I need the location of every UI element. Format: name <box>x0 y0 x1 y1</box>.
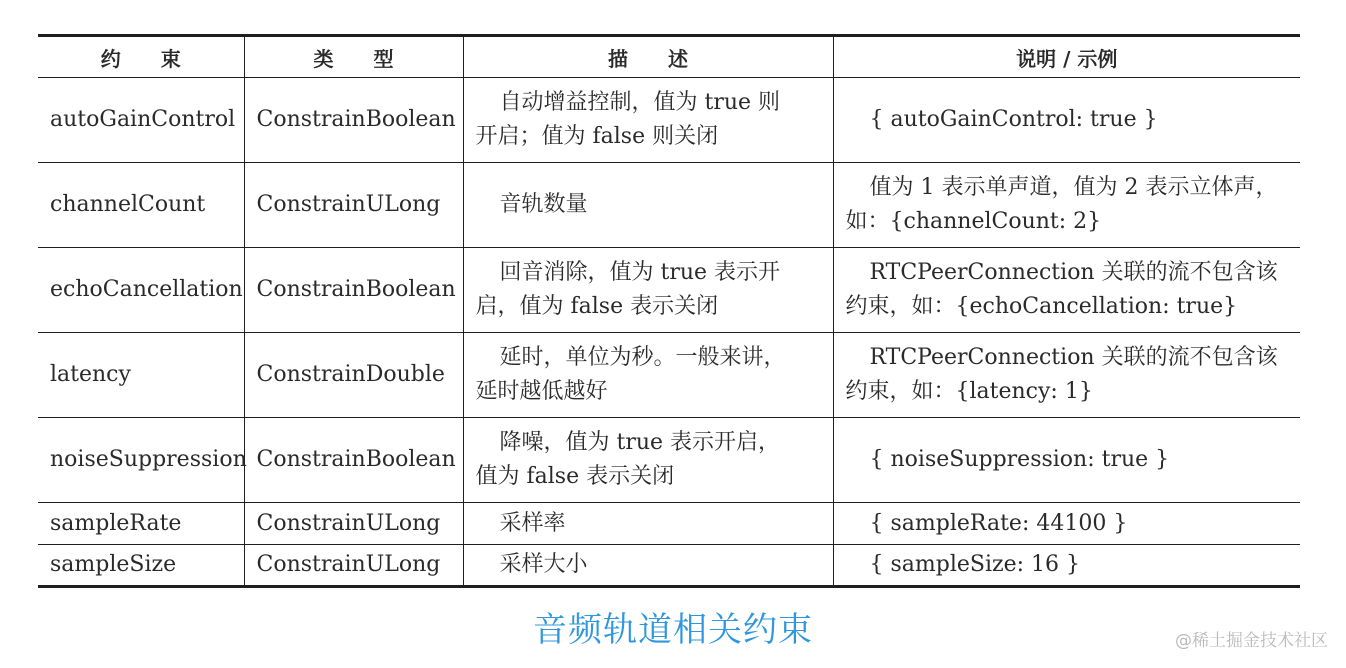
example-line: { autoGainControl: true } <box>869 107 1158 132</box>
description-line: 延时，单位为秒。一般来讲， <box>499 345 786 370</box>
description-line: 音轨数量 <box>499 192 588 217</box>
example-cell <box>833 78 1300 163</box>
table-row <box>38 545 1300 587</box>
header-constraint: 约 束 <box>100 46 181 71</box>
description-cell <box>463 163 833 248</box>
type-cell: ConstrainULong <box>244 545 463 587</box>
constraint-cell: autoGainControl <box>50 107 236 132</box>
example-line: { sampleRate: 44100 } <box>869 510 1128 536</box>
description-cell <box>463 78 833 163</box>
header-description: 描 述 <box>463 36 833 78</box>
constraint-cell: sampleRate <box>50 510 182 536</box>
table-row <box>38 418 1300 503</box>
example-line: { sampleSize: 16 } <box>869 552 1081 577</box>
type-cell: ConstrainBoolean <box>244 78 463 163</box>
description-line: 回音消除，值为 true 表示开 <box>499 260 781 285</box>
description-cell <box>463 545 833 587</box>
header-example: 说明 / 示例 <box>833 36 1300 78</box>
type-cell: ConstrainDouble <box>244 333 463 418</box>
description-cell <box>463 248 833 333</box>
example-line: RTCPeerConnection 关联的流不包含该 <box>869 345 1278 370</box>
description-line: 降噪，值为 true 表示开启， <box>499 430 781 455</box>
table-row <box>38 78 1300 163</box>
description-line: 延时越低越好 <box>475 379 608 404</box>
constraint-cell: latency <box>50 362 131 387</box>
example-cell <box>833 503 1300 545</box>
description-line: 自动增益控制，值为 true 则 <box>499 90 781 115</box>
description-line: 采样率 <box>499 510 566 536</box>
type-cell: ConstrainBoolean <box>244 248 463 333</box>
constraint-cell: echoCancellation <box>50 277 243 302</box>
description-cell <box>463 503 833 545</box>
example-line: 如：{channelCount: 2} <box>845 209 1102 234</box>
example-cell <box>833 333 1300 418</box>
description-line: 开启；值为 false 则关闭 <box>475 124 719 149</box>
type-cell: ConstrainULong <box>244 163 463 248</box>
example-cell <box>833 545 1300 587</box>
table-row <box>38 503 1300 545</box>
constraint-cell: channelCount <box>50 192 206 217</box>
watermark: @稀土掘金技术社区 <box>1175 631 1328 651</box>
description-line: 启，值为 false 表示关闭 <box>475 294 719 319</box>
constraint-cell: sampleSize <box>50 552 177 577</box>
example-cell <box>833 418 1300 503</box>
table-header-row <box>38 36 1300 78</box>
table-row <box>38 333 1300 418</box>
description-cell <box>463 333 833 418</box>
constraint-cell: noiseSuppression <box>50 447 247 472</box>
type-cell: ConstrainULong <box>244 503 463 545</box>
table-row <box>38 248 1300 333</box>
table-row <box>38 163 1300 248</box>
header-type: 类 型 <box>244 36 463 78</box>
example-line: 值为 1 表示单声道，值为 2 表示立体声， <box>869 175 1278 200</box>
description-cell <box>463 418 833 503</box>
example-line: RTCPeerConnection 关联的流不包含该 <box>869 260 1278 285</box>
audio-constraints-table <box>38 34 1300 588</box>
example-cell <box>833 163 1300 248</box>
description-line: 采样大小 <box>499 552 588 577</box>
description-line: 值为 false 表示关闭 <box>475 464 675 489</box>
example-line: 约束，如：{latency: 1} <box>845 379 1093 404</box>
example-line: { noiseSuppression: true } <box>869 447 1170 472</box>
table-caption: 音频轨道相关约束 <box>533 610 813 650</box>
type-cell: ConstrainBoolean <box>244 418 463 503</box>
example-line: 约束，如：{echoCancellation: true} <box>845 294 1238 319</box>
example-cell <box>833 248 1300 333</box>
